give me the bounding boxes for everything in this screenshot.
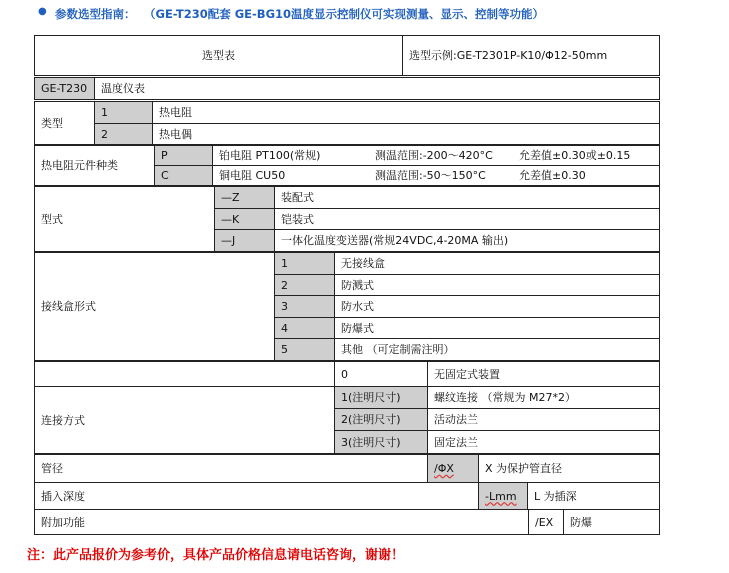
element-row bbox=[212, 165, 660, 186]
model-name: 温度仪表 bbox=[94, 77, 660, 100]
element-range: 测温范围:-50～150°C bbox=[375, 169, 486, 182]
element-label: 热电阻元件种类 bbox=[34, 145, 155, 186]
element-code: C bbox=[154, 165, 213, 186]
element-row bbox=[212, 145, 660, 166]
junction-box-code: 3 bbox=[274, 295, 335, 318]
junction-box-code: 5 bbox=[274, 338, 335, 361]
element-name: 铂电阻 PT100(常规) bbox=[219, 149, 321, 162]
connection-code: 2(注明尺寸) bbox=[334, 408, 428, 431]
connection-name: 活动法兰 bbox=[427, 408, 660, 431]
extra-desc: 防爆 bbox=[563, 509, 660, 535]
insertion-code-text: -Lmm bbox=[485, 489, 517, 503]
junction-box-code: 4 bbox=[274, 317, 335, 339]
guide-subtitle: （GE-T230配套 GE-BG10温度显示控制仪可实现测量、显示、控制等功能） bbox=[144, 7, 545, 21]
price-note: 注：此产品报价为参考价，具体产品价格信息请电话咨询，谢谢！ bbox=[27, 548, 405, 563]
junction-box-name: 防水式 bbox=[334, 295, 660, 318]
connection-code: 3(注明尺寸) bbox=[334, 430, 428, 454]
form-label: 型式 bbox=[34, 186, 215, 252]
form-code: —K bbox=[214, 208, 275, 230]
form-name: 铠装式 bbox=[274, 208, 660, 230]
connection-name: 固定法兰 bbox=[427, 430, 660, 454]
junction-box-label: 接线盒形式 bbox=[34, 252, 275, 361]
extra-code: /EX bbox=[528, 509, 564, 535]
form-code: —J bbox=[214, 229, 275, 252]
element-tolerance: 允差值±0.30或±0.15 bbox=[519, 149, 631, 162]
type-name: 热电偶 bbox=[152, 123, 660, 145]
type-label: 类型 bbox=[34, 101, 95, 145]
type-code: 1 bbox=[94, 101, 153, 124]
type-code: 2 bbox=[94, 123, 153, 145]
junction-box-name: 无接线盒 bbox=[334, 252, 660, 275]
selection-example: 选型示例:GE-T2301P-K10/Φ12-50mm bbox=[402, 35, 660, 76]
bullet-icon: ● bbox=[38, 6, 47, 17]
insertion-code bbox=[478, 482, 528, 510]
junction-box-name: 其他 （可定制需注明） bbox=[334, 338, 660, 361]
connection-name: 螺纹连接 （常规为 M27*2） bbox=[427, 386, 660, 409]
diameter-desc: X 为保护管直径 bbox=[478, 454, 660, 483]
model-code: GE-T230 bbox=[34, 77, 95, 100]
form-name: 一体化温度变送器(常规24VDC,4-20MA 输出) bbox=[274, 229, 660, 252]
junction-box-name: 防溅式 bbox=[334, 274, 660, 296]
element-code: P bbox=[154, 145, 213, 166]
diameter-code-text: /ΦX bbox=[434, 462, 454, 475]
connection-code: 1(注明尺寸) bbox=[334, 386, 428, 409]
insertion-desc: L 为插深 bbox=[527, 482, 660, 510]
extra-label: 附加功能 bbox=[34, 509, 529, 535]
type-name: 热电阻 bbox=[152, 101, 660, 124]
junction-box-code: 1 bbox=[274, 252, 335, 275]
insertion-label: 插入深度 bbox=[34, 482, 479, 510]
element-tolerance: 允差值±0.30 bbox=[519, 169, 586, 182]
form-code: —Z bbox=[214, 186, 275, 209]
connection-name: 无固定式装置 bbox=[427, 361, 660, 387]
guide-title: 参数选型指南： bbox=[55, 7, 136, 21]
connection-label: 连接方式 bbox=[34, 386, 335, 454]
diameter-label: 管径 bbox=[34, 454, 428, 483]
form-name: 装配式 bbox=[274, 186, 660, 209]
diameter-code bbox=[427, 454, 479, 483]
guide-heading bbox=[0, 6, 729, 28]
selection-table-title: 选型表 bbox=[34, 35, 403, 76]
element-range: 测温范围:-200～420°C bbox=[375, 149, 493, 162]
element-name: 铜电阻 CU50 bbox=[219, 169, 286, 182]
connection-code: 0 bbox=[334, 361, 428, 387]
connection-spacer bbox=[34, 361, 335, 387]
junction-box-code: 2 bbox=[274, 274, 335, 296]
junction-box-name: 防爆式 bbox=[334, 317, 660, 339]
